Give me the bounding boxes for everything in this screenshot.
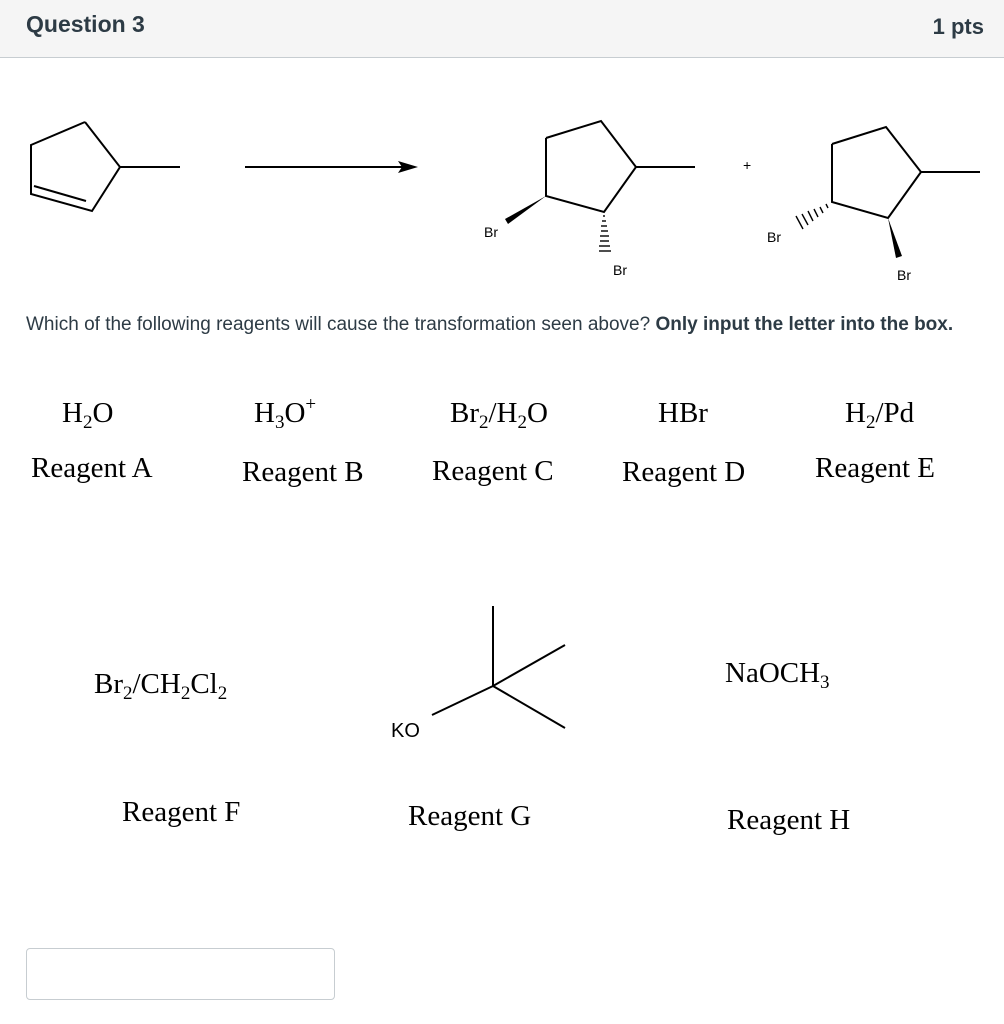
- question-title: Question 3: [26, 11, 145, 37]
- br-label: Br: [767, 229, 781, 245]
- hash-bond: [599, 216, 611, 251]
- reagent-f-label: Reagent F: [122, 796, 241, 828]
- reagent-c-formula: $Br_2/H_2O$: [450, 397, 548, 433]
- reagent-b-formula: $H_3O^+$: [254, 394, 317, 433]
- question-header: [0, 0, 1004, 58]
- reagent-d-formula: HBr: [658, 397, 708, 429]
- question-points: 1 pts: [932, 14, 984, 39]
- br-label: Br: [897, 267, 911, 283]
- ko-label: KO: [391, 720, 420, 742]
- reagent-c-label: Reagent C: [432, 455, 554, 487]
- prompt-instruction: Only input the letter into the box.: [655, 314, 954, 335]
- wedge-bond: [505, 196, 546, 224]
- reagent-e-formula: $H_2/Pd$: [845, 397, 915, 433]
- reagent-d-label: Reagent D: [622, 456, 746, 488]
- reagent-a-label: Reagent A: [31, 452, 153, 484]
- br-label: Br: [613, 262, 627, 278]
- br-label: Br: [484, 224, 498, 240]
- reagent-h-formula: NaOCH$_3$: [725, 657, 830, 693]
- product-1: [546, 121, 695, 212]
- hash-bond: [796, 204, 828, 229]
- reagent-e-label: Reagent E: [815, 452, 935, 484]
- reagent-f-formula: $Br_2/CH_2Cl_2$: [94, 668, 228, 704]
- reagent-b-label: Reagent B: [242, 456, 364, 488]
- reagent-g-label: Reagent G: [408, 800, 532, 832]
- reaction-arrow: [245, 161, 418, 173]
- product-2: [832, 127, 980, 218]
- wedge-bond: [888, 218, 902, 258]
- question-prompt: [26, 308, 976, 341]
- reactant-methylcyclopentene: [31, 122, 180, 211]
- reagent-h-label: Reagent H: [727, 804, 851, 836]
- plus-sign: +: [743, 157, 752, 173]
- reagent-a-formula: $H_2O$: [62, 397, 114, 433]
- reagent-g-structure: [380, 598, 580, 748]
- prompt-text: Which of the following reagents will cause the transformation seen above?: [26, 314, 656, 335]
- reaction-scheme: [0, 90, 1004, 300]
- answer-input[interactable]: [26, 948, 335, 1000]
